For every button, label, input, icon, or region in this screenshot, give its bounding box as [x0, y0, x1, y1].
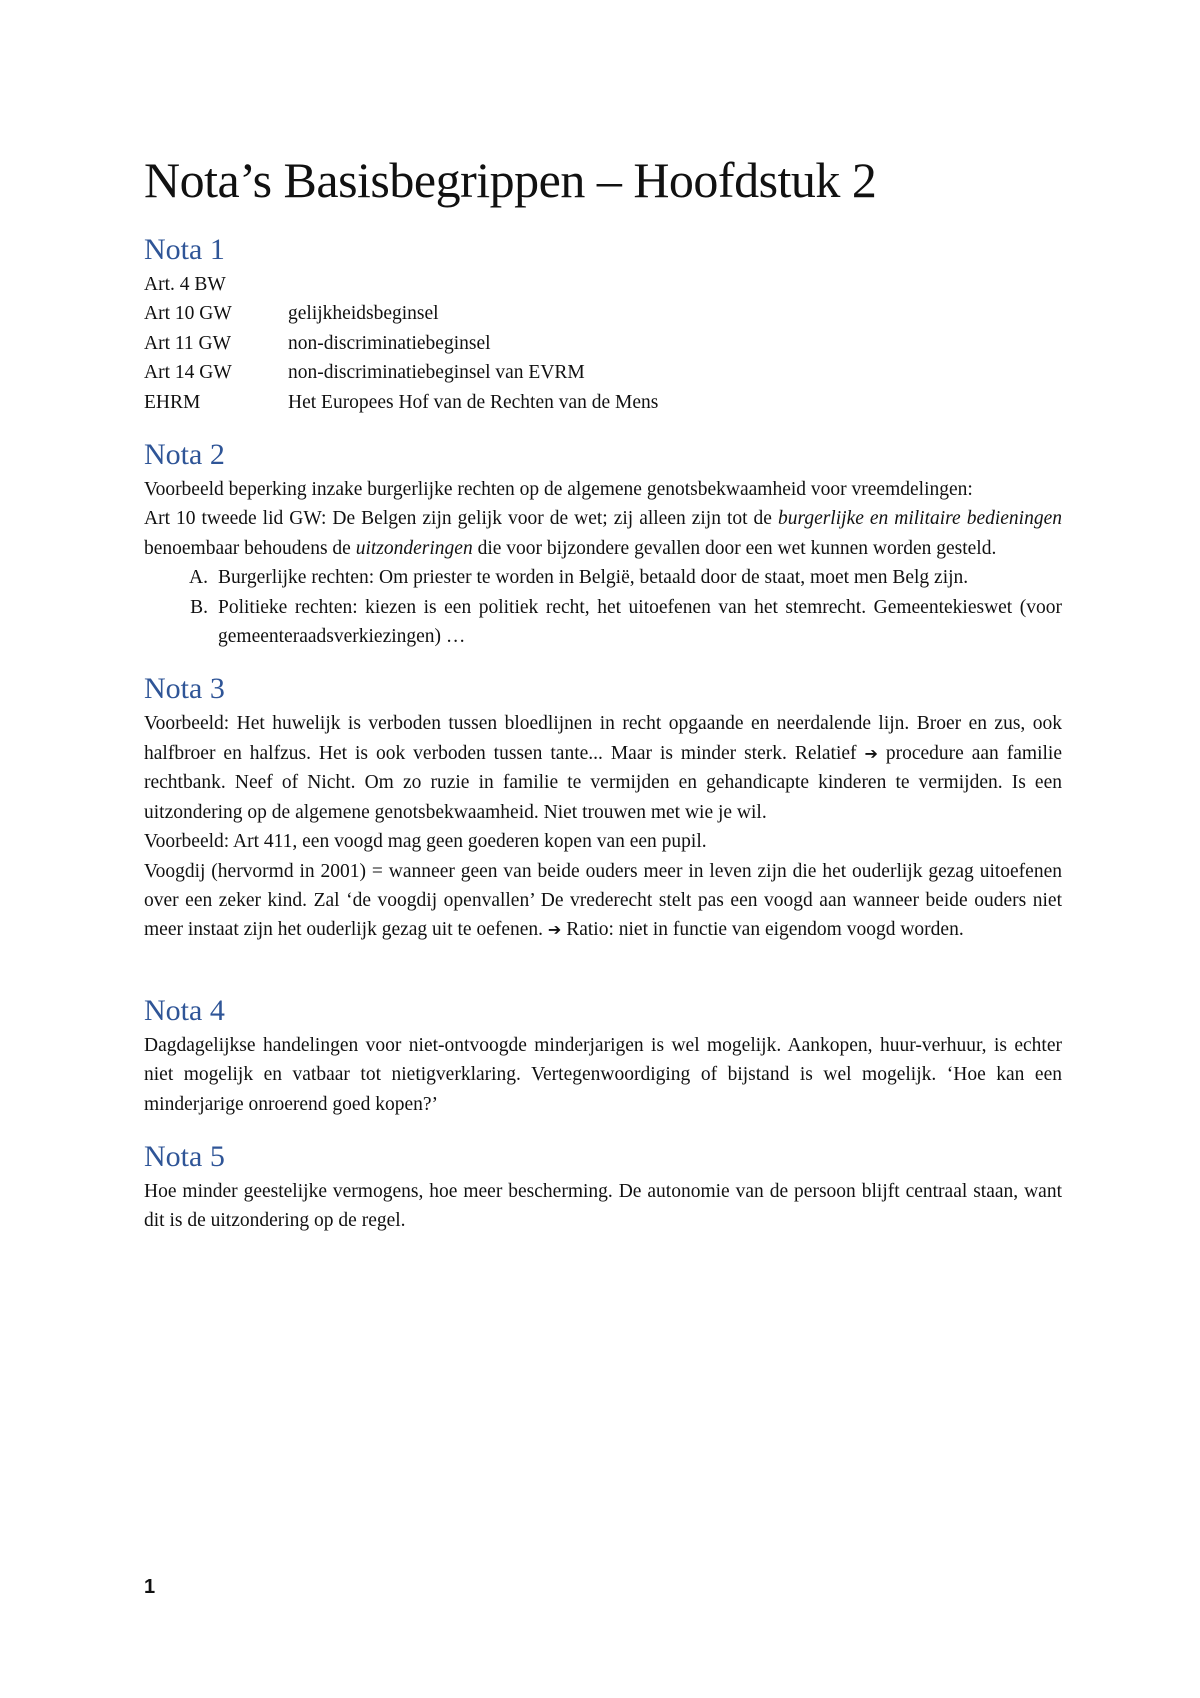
- text-run: die voor bijzondere gevallen door een wet kunnen worden gesteld.: [472, 537, 997, 559]
- text-run: Art 10 tweede lid GW: De Belgen zijn gelijk voor de wet; zij alleen zijn tot de: [144, 508, 778, 530]
- arrow-right-icon: ➔: [864, 743, 878, 763]
- emphasis-text: burgerlijke en militaire bedieningen: [777, 508, 1062, 530]
- text-run: benoembaar behoudens de: [144, 537, 356, 559]
- paragraph: [144, 504, 1062, 563]
- definition-term: Art 11 GW: [144, 332, 232, 354]
- definition-term: Art 14 GW: [144, 362, 232, 384]
- section-heading: Nota 2: [144, 438, 225, 472]
- text-run: Ratio: niet in functie van eigendom voogd worden.: [561, 919, 964, 941]
- section-nota-4: [144, 991, 1062, 1119]
- arrow-right-icon: ➔: [547, 920, 562, 940]
- section-nota-1: [144, 230, 1062, 417]
- definition-description: gelijkheidsbeginsel: [288, 303, 439, 325]
- text-run: Voorbeeld: Het huwelijk is verboden tussen bloedlijnen in recht opgaande en neerdalende lijn. Broer en zus, ook halfbroer en halfzus. Het is ook verboden tussen tante... Maar is minder sterk. Relatief: [144, 713, 1062, 764]
- list-marker: B.: [190, 596, 208, 618]
- definition-row: [144, 299, 1062, 328]
- section-heading: Nota 4: [144, 993, 225, 1027]
- section-nota-2: [144, 435, 1062, 651]
- section-heading: Nota 5: [144, 1139, 225, 1173]
- page-number: 1: [144, 1576, 156, 1598]
- definition-term: EHRM: [144, 391, 201, 413]
- list-marker: A.: [189, 567, 208, 589]
- paragraph: Voorbeeld: Art 411, een voogd mag geen goederen kopen van een pupil.: [144, 831, 707, 853]
- definition-description: non-discriminatiebeginsel: [288, 332, 491, 354]
- paragraph: Dagdagelijkse handelingen voor niet-ontvoogde minderjarigen is wel mogelijk. Aankopen, huur-verhuur, is echter niet mogelijk en vatbaar tot nietigverklaring. Vertegenwoordiging of bijstand is wel mogelijk. ‘Hoe kan een minderjarige onroerend goed kopen?’: [144, 1034, 1062, 1115]
- list-item-text: Politieke rechten: kiezen is een politiek recht, het uitoefenen van het stemrecht. Gemeentekieswet (voor gemeenteraadsverkiezingen) …: [218, 596, 1062, 648]
- definition-row: [144, 329, 1062, 358]
- definition-description: Het Europees Hof van de Rechten van de Mens: [288, 391, 659, 413]
- paragraph: [144, 709, 1062, 827]
- article-definition-list: [144, 270, 1062, 417]
- text-run: procedure aan familie rechtbank. Neef of Nicht. Om zo ruzie in familie te vermijden en gehandicapte kinderen te vermijden. Is een uitzondering op de algemene genotsbekwaamheid. Niet trouwen met wie je wil.: [144, 742, 1062, 823]
- list-item-text: Burgerlijke rechten: Om priester te worden in België, betaald door de staat, moet men Belg zijn.: [218, 567, 969, 589]
- list-item: [144, 593, 1062, 652]
- definition-term: Art 10 GW: [144, 303, 232, 325]
- definition-description: [288, 270, 1062, 299]
- document-title: Nota’s Basisbegrippen – Hoofdstuk 2: [144, 152, 877, 208]
- paragraph: [144, 857, 1062, 945]
- definition-term: Art. 4 BW: [144, 274, 226, 295]
- definition-row: [144, 358, 1062, 387]
- paragraph: Hoe minder geestelijke vermogens, hoe meer bescherming. De autonomie van de persoon blijft centraal staan, want dit is de uitzondering op de regel.: [144, 1180, 1062, 1232]
- definition-row: [144, 388, 1062, 417]
- list-item: [144, 563, 1062, 592]
- paragraph: Voorbeeld beperking inzake burgerlijke rechten op de algemene genotsbekwaamheid voor vreemdelingen:: [144, 479, 973, 501]
- lettered-list: [144, 563, 1062, 651]
- section-nota-5: [144, 1137, 1062, 1236]
- section-nota-3: [144, 669, 1062, 944]
- definition-row: [144, 270, 1062, 299]
- page-content: [144, 150, 1062, 1236]
- section-heading: Nota 1: [144, 233, 225, 266]
- section-heading: Nota 3: [144, 672, 225, 706]
- text-run: Voogdij (hervormd in 2001) = wanneer geen van beide ouders meer in leven zijn die het ouderlijk gezag uitoefenen over een zeker kind. Zal ‘de voogdij openvallen’ De vrederecht stelt pas een voogd aan wanneer beide ouders niet meer instaat zijn het ouderlijk gezag uit te oefenen.: [144, 860, 1062, 941]
- definition-description: non-discriminatiebeginsel van EVRM: [288, 362, 585, 384]
- emphasis-text: uitzonderingen: [355, 537, 473, 559]
